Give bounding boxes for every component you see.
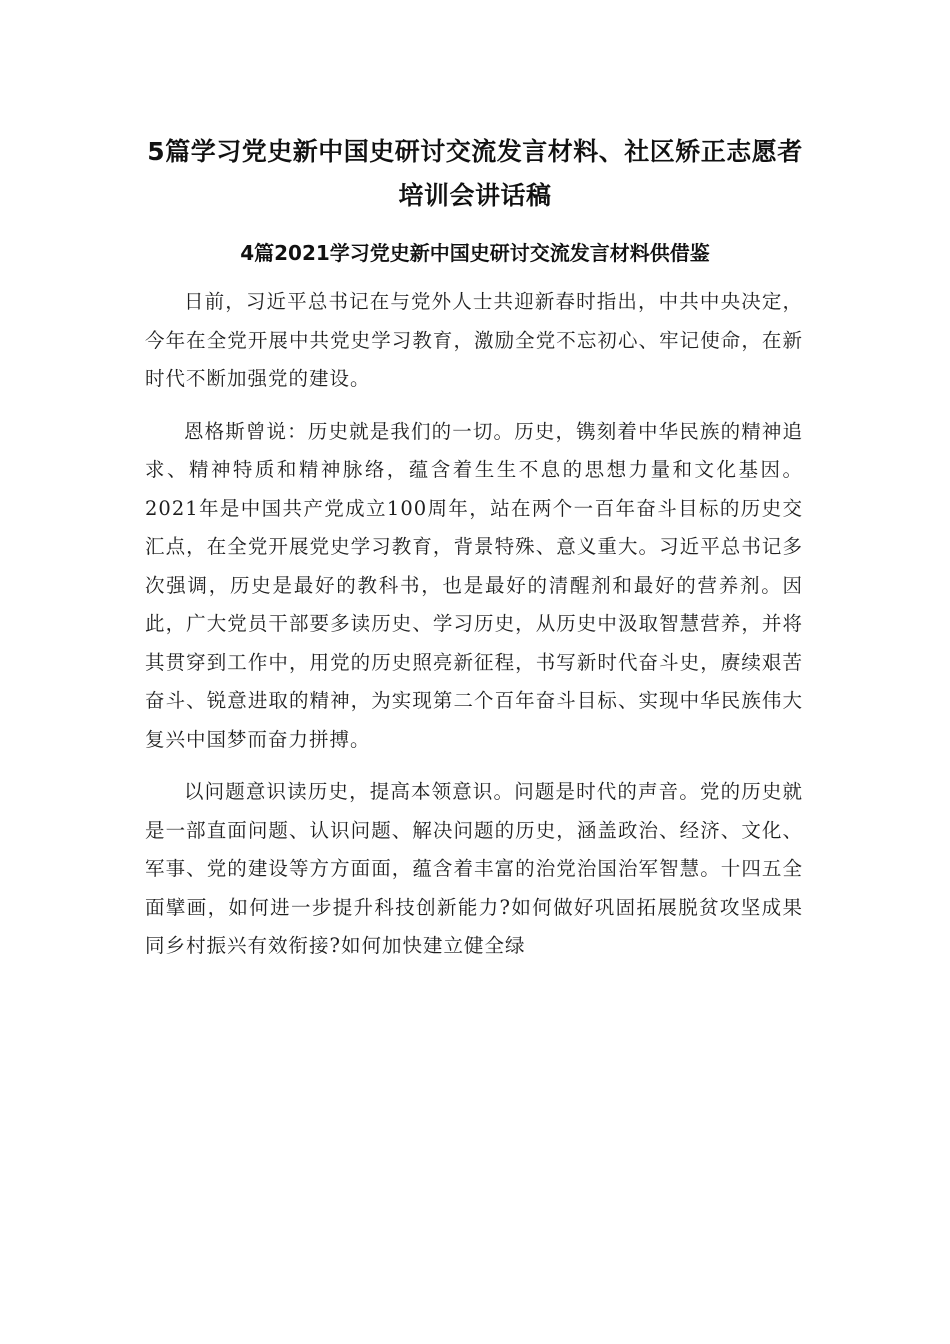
body-paragraph: 以问题意识读历史，提高本领意识。问题是时代的声音。党的历史就是一部直面问题、认识问题、解决问题的历史，涵盖政治、经济、文化、军事、党的建设等方方面面，蕴含着丰富的治党治国治军智慧。十四五全面擘画，如何进一步提升科技创新能力?如何做好巩固拓展脱贫攻坚成果同乡村振兴有效衔接?如何加快建立健全绿	[145, 780, 803, 957]
document-title: 5篇学习党史新中国史研讨交流发言材料、社区矫正志愿者培训会讲话稿	[147, 137, 803, 210]
document-body	[145, 283, 803, 980]
body-paragraph: 恩格斯曾说：历史就是我们的一切。历史，镌刻着中华民族的精神追求、精神特质和精神脉络，蕴含着生生不息的思想力量和文化基因。2021年是中国共产党成立100周年，站在两个一百年奋斗目标的历史交汇点，在全党开展党史学习教育，背景特殊、意义重大。习近平总书记多次强调，历史是最好的教科书，也是最好的清醒剂和最好的营养剂。因此，广大党员干部要多读历史、学习历史，从历史中汲取智慧营养，并将其贯穿到工作中，用党的历史照亮新征程，书写新时代奋斗史，赓续艰苦奋斗、锐意进取的精神，为实现第二个百年奋斗目标、实现中华民族伟大复兴中国梦而奋力拼搏。	[145, 419, 803, 751]
body-paragraph: 日前，习近平总书记在与党外人士共迎新春时指出，中共中央决定，今年在全党开展中共党史学习教育，激励全党不忘初心、牢记使命，在新时代不断加强党的建设。	[145, 290, 803, 390]
document-subtitle: 4篇2021学习党史新中国史研讨交流发言材料供借鉴	[240, 241, 710, 265]
